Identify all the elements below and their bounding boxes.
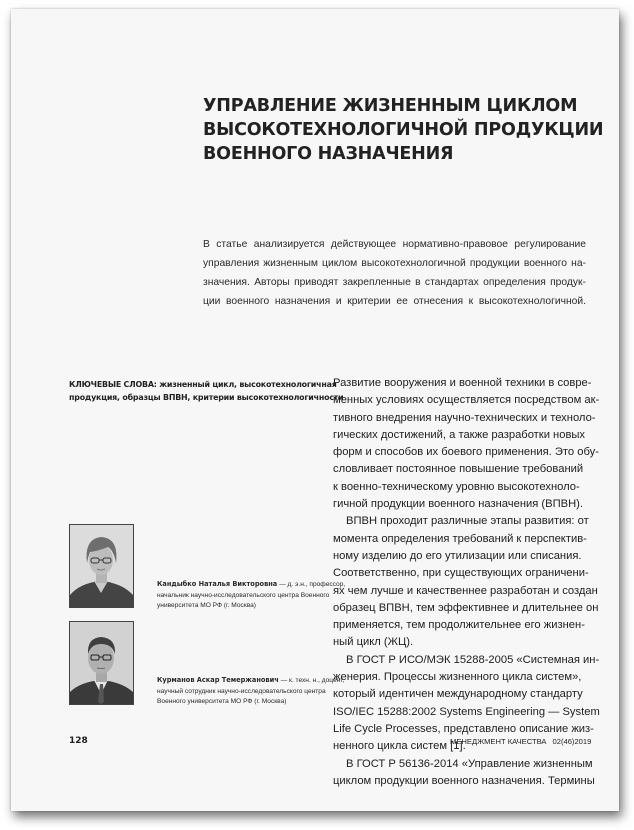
- author-name: Курманов Аскар Темержанович: [157, 676, 279, 684]
- body-line: форм и способов их боевого применения. Это обу-: [333, 446, 599, 459]
- abstract-line: значения. Авторы приводят закрепленные в стандартах определения продук-: [203, 277, 586, 288]
- body-line: ВПВН проходит различные этапы развития: от: [346, 515, 589, 528]
- journal-footer: [450, 737, 592, 746]
- body-line: Развитие вооружения и военной техники в совре-: [333, 377, 592, 389]
- author-affiliation: университета МО РФ (г. Москва): [157, 602, 256, 609]
- author-degree: — д. э.н., профессор,: [277, 581, 346, 588]
- body-line: Life Cycle Processes, представлено описание жиз-: [333, 722, 594, 735]
- body-line: В ГОСТ Р ИСО/МЭК 15288-2005 «Системная ин-: [346, 653, 600, 666]
- body-line: тивного внедрения научно-технических и техноло-: [333, 411, 596, 424]
- body-line: образец ВПВН, тем эффективнее и длительнее он: [333, 601, 599, 614]
- body-line: женерия. Процессы жизненного цикла систем»,: [333, 671, 582, 684]
- page-number: 128: [69, 736, 88, 746]
- keywords-line: продукция, образцы ВПВН, критерии высокотехнологичности: [69, 393, 344, 402]
- article-body: [333, 375, 600, 790]
- abstract-line: ции военного назначения и критерии ее отнесения к высокотехнологичной.: [203, 296, 586, 307]
- body-line: В ГОСТ Р 56136-2014 «Управление жизненным: [346, 757, 593, 770]
- keywords-line: КЛЮЧЕВЫЕ СЛОВА: жизненный цикл, высокотехнологичная: [69, 380, 337, 389]
- title-line: ВЫСОКОТЕХНОЛОГИЧНОЙ ПРОДУКЦИИ: [203, 120, 604, 140]
- body-line: словливает постоянное повышение требований: [333, 463, 584, 476]
- author-name: Кандыбко Наталья Викторовна: [157, 580, 278, 588]
- author-photo: [69, 621, 134, 705]
- author-info: [157, 675, 345, 708]
- journal-name: МЕНЕДЖМЕНТ КАЧЕСТВА: [450, 737, 547, 746]
- body-line: который идентичен международному стандарту: [333, 688, 583, 701]
- body-line: циклом продукции военного назначения. Термины: [333, 774, 595, 787]
- title-line: ВОЕННОГО НАЗНАЧЕНИЯ: [203, 144, 454, 164]
- body-line: применяется, тем продолжительнее его жизнен-: [333, 619, 585, 632]
- author-info: [157, 579, 346, 612]
- journal-issue: 02(46)2019: [552, 737, 592, 746]
- body-line: менных условиях осуществляется посредством ак-: [333, 394, 600, 407]
- body-line: гических достижений, а также разработки новых: [333, 428, 586, 441]
- article-title: [203, 94, 604, 166]
- title-line: УПРАВЛЕНИЕ ЖИЗНЕННЫМ ЦИКЛОМ: [203, 96, 578, 116]
- body-line: Соответственно, при существующих ограничени-: [333, 567, 589, 580]
- author-position: научный сотрудник научно-исследовательского центра: [157, 687, 326, 695]
- abstract-line: В статье анализируется действующее нормативно-правовое регулирование: [203, 239, 586, 250]
- body-line: момента определения требований к перспектив-: [333, 532, 587, 545]
- abstract-line: управления жизненным циклом высокотехнологичной продукции военного на-: [203, 258, 586, 269]
- article-abstract: [203, 235, 586, 311]
- body-line: гичной продукции военного назначения (ВПВН).: [333, 498, 584, 511]
- body-line: ISO/IEC 15288:2002 Systems Engineering — System: [333, 705, 600, 718]
- body-line: ный цикл (ЖЦ).: [333, 636, 414, 649]
- body-line: ненного цикла систем [1].: [333, 740, 466, 753]
- author-position: начальник научно-исследовательского центра Военного: [157, 591, 330, 599]
- body-line: ному изделию до его утилизации или списания.: [333, 549, 582, 562]
- body-line: к военно-техническому уровню высокотехноло-: [333, 480, 580, 493]
- author-degree: — к. техн. н., доцент,: [278, 677, 345, 684]
- author-photo: [69, 524, 134, 608]
- body-line: ях чем лучше и качественнее разработан и создан: [333, 584, 598, 597]
- author-affiliation: Военного университета МО РФ (г. Москва): [157, 698, 287, 705]
- keywords: [69, 378, 344, 404]
